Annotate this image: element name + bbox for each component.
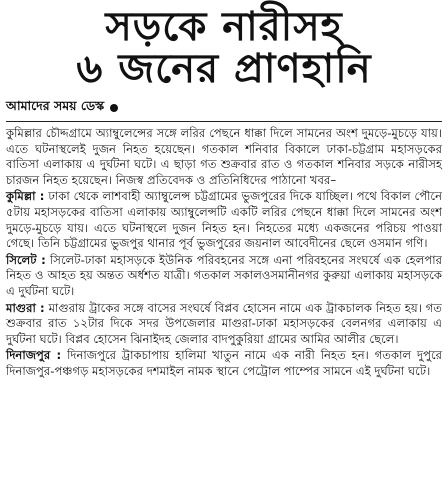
paragraph-text: সিলেট-ঢাকা মহাসড়কে ইউনিক পরিবহনের সঙ্গে এনা পরিবহনের সংঘর্ষে এক হেলপার নিহত ও আহত হয় অন্তত অর্ধশত যাত্রী। গতকাল সকালওসমানীনগর কুরুয়া এলাকায় মহাসড়কে এ দুর্ঘটনা ঘটে। <box>6 252 442 298</box>
paragraph-text: ঢাকা থেকে লাশবাহী অ্যাম্বুলেন্স চট্টগ্রামের ভুজপুরের দিকে যাচ্ছিল। পথে বিকাল পৌনে ৫টায় মহাসড়কের বাতিসা এলাকায় অ্যাম্বুলেন্সটি একটি লরির পেছনে ধাক্কা দিলে সামনের অংশ দুমড়ে-মুচড়ে যায়। এতে ঘটনাস্থলে দুজন নিহত হন। নিহতের মধ্যে একজনের পরিচয় পাওয়া গেছে। তিনি চট্টগ্রামের ভুজপুর থানার পূর্ব ভুজপুরের জয়নাল আবেদীনের ছেলে ওসমান গণি। <box>6 189 443 251</box>
byline-text: আমাদের সময় ডেস্ক <box>6 98 105 113</box>
location-label: মাগুরা : <box>6 300 45 315</box>
paragraph-cumilla <box>6 189 442 251</box>
paragraph-text: দিনাজপুরে ট্রাকচাপায় হালিমা খাতুন নামে এক নারী নিহত হন। গতকাল দুপুরে দিনাজপুর-পঞ্চগড় মহাসড়কের দশমাইল নামক স্থানে পেট্রোল পাম্পের সামনে এই দুর্ঘটনা ঘটে। <box>6 348 442 378</box>
paragraph-intro <box>6 126 442 188</box>
paragraph-sylhet <box>6 253 442 300</box>
location-label: দিনাজপুর : <box>6 348 62 363</box>
paragraph-magura <box>6 301 442 348</box>
paragraph-dinajpur <box>6 348 442 379</box>
location-label: সিলেট : <box>6 252 46 267</box>
divider <box>6 121 442 122</box>
headline-line-2: ৬ জনের প্রাণহানি <box>76 46 372 92</box>
news-article <box>0 6 448 494</box>
location-label: কুমিল্লা : <box>6 189 45 204</box>
paragraph-text: মাগুরায় ট্রাকের সঙ্গে বাসের সংঘর্ষে বিপ্লব হোসেন নামে এক ট্রাকচালক নিহত হয়। গত শুক্রবার রাত ১২টার দিকে সদর উপজেলার মাগুরা-ঢাকা মহাসড়কের বেলনগর এলাকায় এ দুর্ঘটনা ঘটে। বিপ্লব হোসেন ঝিনাইদহ জেলার বাদপুকুরিয়া গ্রামের আমির আলীর ছেলে। <box>6 300 443 346</box>
paragraph-text: কুমিল্লার চৌদ্দগ্রামে অ্যাম্বুলেন্সের সঙ্গে লরির পেছনে ধাক্কা দিলে সামনের অংশ দুমড়ে-মুচড়ে যায়। এতে ঘটনাস্থলেই দুজন নিহত হয়েছেন। গতকাল শনিবার বিকালে ঢাকা-চট্টগ্রাম মহাসড়কের বাতিসা এলাকায় এ দুর্ঘটনা ঘটে। এ ছাড়া গত শুক্রবার রাত ও গতকাল শনিবার সড়কে নারীসহ চারজন নিহত হয়েছেন। নিজস্ব প্রতিবেদক ও প্রতিনিধিদের পাঠানো খবর– <box>6 126 442 187</box>
headline <box>6 6 442 90</box>
byline <box>6 98 442 118</box>
headline-line-1: সড়কে নারীসহ <box>105 4 343 50</box>
bullet-dot-icon <box>110 104 118 112</box>
